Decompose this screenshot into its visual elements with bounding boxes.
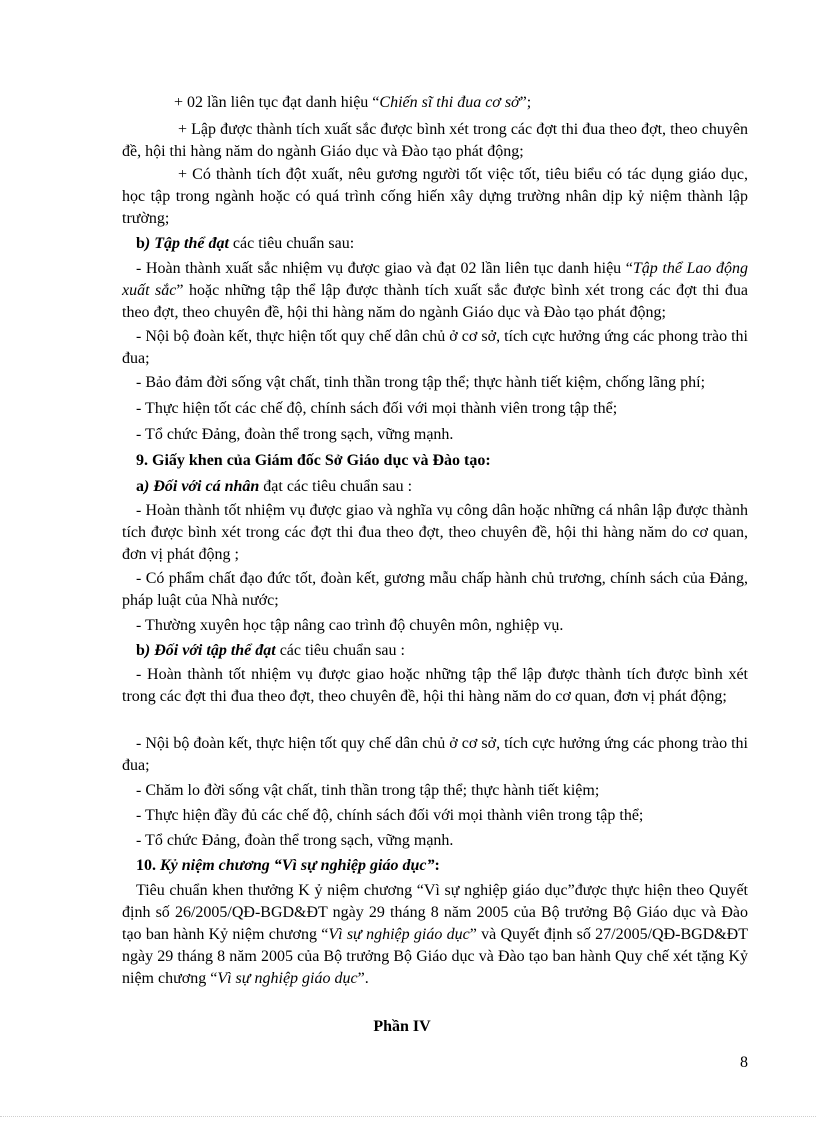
paragraph: + Có thành tích đột xuất, nêu gương người tốt việc tốt, tiêu biểu có tác dụng giáo dục, học tập trong ngành hoặc có quá trình cống hiến xây dựng trường nhân dịp kỷ niệm thành lập trường; <box>122 166 748 227</box>
paragraph: + Lập được thành tích xuất sắc được bình xét trong các đợt thi đua theo đợt, theo chuyên đề, hội thi hàng năm do ngành Giáo dục và Đào tạo phát động; <box>122 121 748 160</box>
paragraph: - Thực hiện đầy đủ các chế độ, chính sách đối với mọi thành viên trong tập thể; <box>136 807 644 824</box>
subheading-b-collective: b) Đối với tập thể đạt các tiêu chuẩn sau : <box>136 642 405 659</box>
paragraph: - Có phẩm chất đạo đức tốt, đoàn kết, gương mẫu chấp hành chủ trương, chính sách của Đảng, pháp luật của Nhà nước; <box>122 570 748 609</box>
section-heading-10: 10. Kỷ niệm chương “Vì sự nghiệp giáo dục”: <box>136 857 440 874</box>
subheading-b-collective: b) Tập thể đạt các tiêu chuẩn sau: <box>136 235 355 252</box>
paragraph: - Hoàn thành tốt nhiệm vụ được giao và nghĩa vụ công dân hoặc những cá nhân lập được thành tích được bình xét trong các đợt thi đua theo đợt, theo chuyên đề, hội thi hàng năm do cơ quan, đơn vị phát động ; <box>122 502 748 563</box>
paragraph: - Hoàn thành tốt nhiệm vụ được giao hoặc những tập thể lập được thành tích được bình xét trong các đợt thi đua theo đợt, theo chuyên đề, hội thi hàng năm do cơ quan, đơn vị phát động; <box>122 666 748 705</box>
paragraph: Tiêu chuẩn khen thưởng K ỷ niệm chương “Vì sự nghiệp giáo dục”được thực hiện theo Quyết định số 26/2005/QĐ-BGD&ĐT ngày 29 tháng 8 năm 2005 của Bộ trưởng Bộ Giáo dục và Đào tạo ban hành Kỷ niệm chương “Vì sự nghiệp giáo dục” và Quyết định số 27/2005/QĐ-BGD&ĐT ngày 29 tháng 8 năm 2005 của Bộ trưởng Bộ Giáo dục và Đào tạo ban hành Quy chế xét tặng Kỷ niệm chương “Vì sự nghiệp giáo dục”. <box>122 882 749 987</box>
paragraph: + 02 lần liên tục đạt danh hiệu “Chiến sĩ thi đua cơ sở”; <box>174 94 532 111</box>
paragraph: - Chăm lo đời sống vật chất, tinh thần trong tập thể; thực hành tiết kiệm; <box>136 782 600 799</box>
page-number: 8 <box>740 1054 748 1071</box>
paragraph: - Tổ chức Đảng, đoàn thể trong sạch, vững mạnh. <box>136 426 454 443</box>
paragraph: - Bảo đảm đời sống vật chất, tinh thần trong tập thể; thực hành tiết kiệm, chống lãng phí; <box>136 374 706 391</box>
paragraph: - Thường xuyên học tập nâng cao trình độ chuyên môn, nghiệp vụ. <box>136 617 564 634</box>
paragraph: - Nội bộ đoàn kết, thực hiện tốt quy chế dân chủ ở cơ sở, tích cực hưởng ứng các phong trào thi đua; <box>122 735 748 774</box>
paragraph: - Thực hiện tốt các chế độ, chính sách đối với mọi thành viên trong tập thể; <box>136 400 618 417</box>
paragraph: - Hoàn thành xuất sắc nhiệm vụ được giao và đạt 02 lần liên tục danh hiệu “Tập thể Lao động xuất sắc” hoặc những tập thể lập được thành tích xuất sắc được bình xét trong các đợt thi đua theo đợt, theo chuyên đề, hội thi hàng năm do ngành Giáo dục và Đào tạo phát động; <box>122 260 749 321</box>
paragraph: - Tổ chức Đảng, đoàn thể trong sạch, vững mạnh. <box>136 832 454 849</box>
section-heading-9: 9. Giấy khen của Giám đốc Sở Giáo dục và Đào tạo: <box>136 452 491 469</box>
part-title: Phần IV <box>373 1018 431 1035</box>
paragraph: - Nội bộ đoàn kết, thực hiện tốt quy chế dân chủ ở cơ sở, tích cực hưởng ứng các phong trào thi đua; <box>122 328 748 367</box>
subheading-a-individual: a) Đối với cá nhân đạt các tiêu chuẩn sau : <box>136 478 413 495</box>
document-page <box>122 0 748 1123</box>
page-footer-rule <box>0 1116 816 1117</box>
